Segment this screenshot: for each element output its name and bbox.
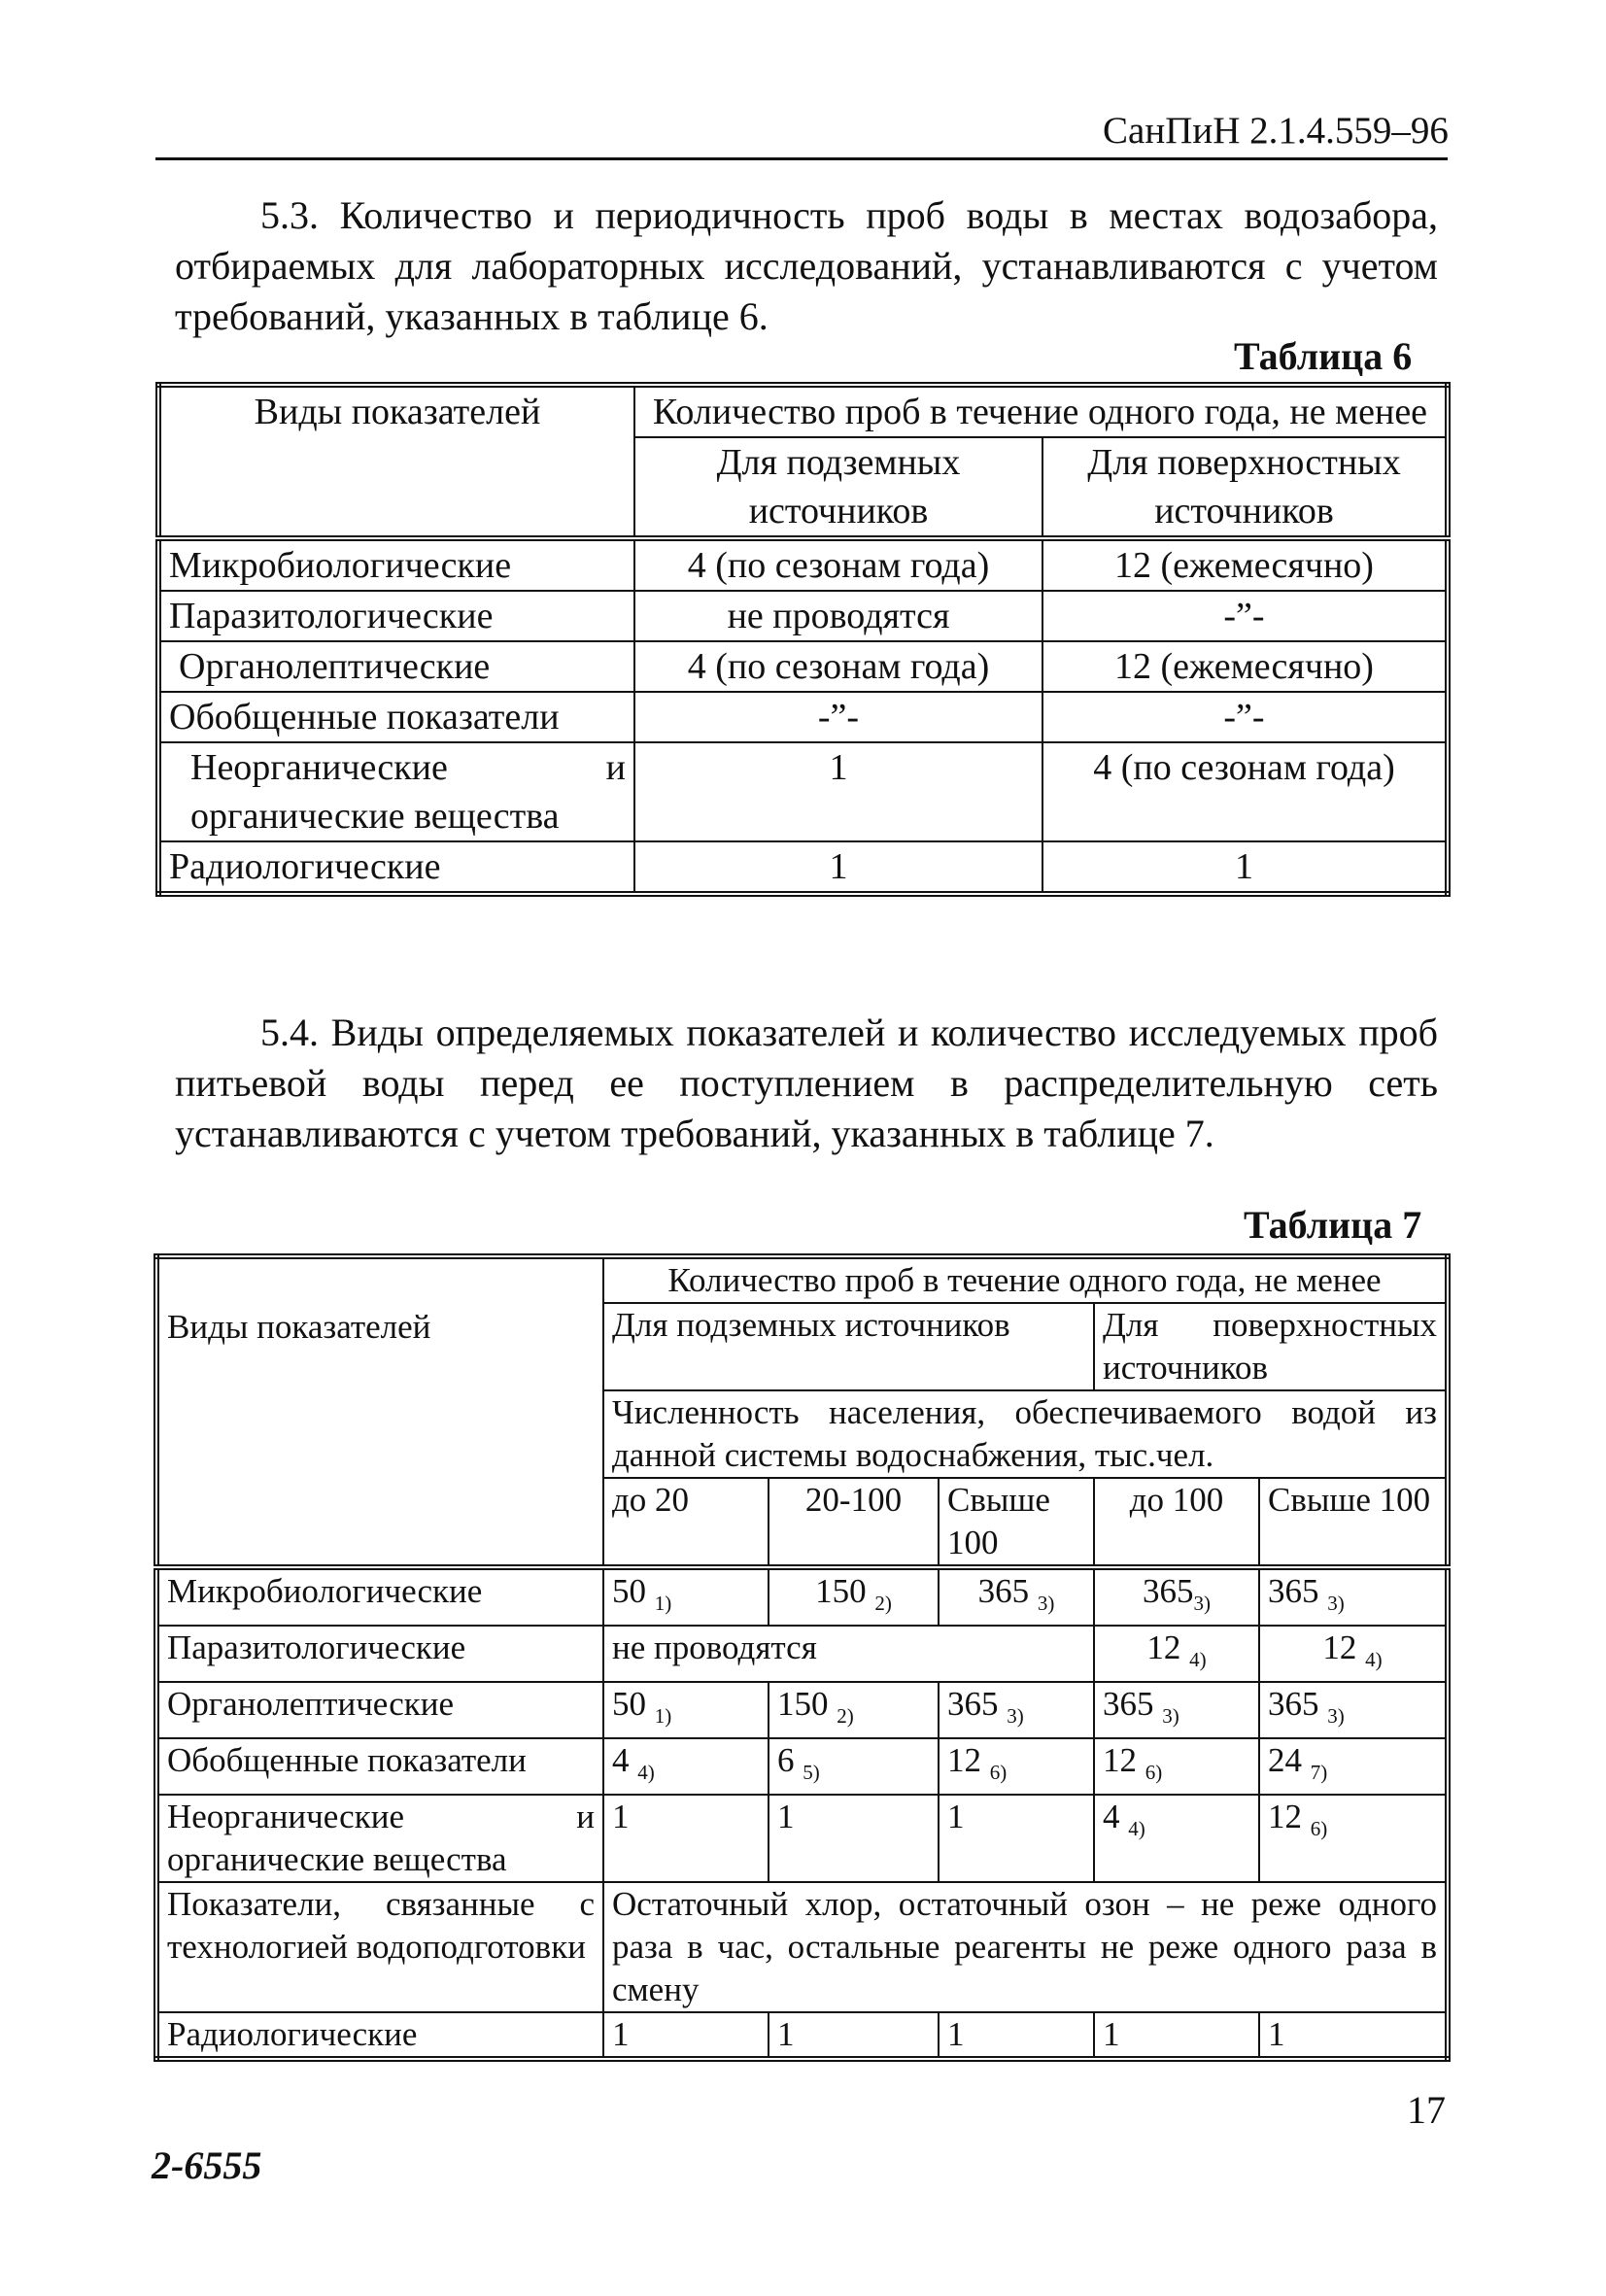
t7-header-ground: Для подземных источников	[603, 1303, 1094, 1390]
header-rule	[155, 157, 1448, 160]
table7-caption: Таблица 7	[1244, 1203, 1422, 1247]
t7-row-organo-c3: 365 $_{3)}$	[939, 1682, 1094, 1738]
t7-row-micro-c4: $365_{3)}$	[1094, 1567, 1259, 1626]
t7-row-tech-type: Показатели, связанные с технологией водоподготовки	[156, 1882, 603, 2012]
t7-header-count: Количество проб в течение одного года, не менее	[603, 1256, 1448, 1303]
t6-row5-ground: 1	[634, 742, 1042, 841]
table-6	[155, 382, 1451, 897]
t7-sub-2: 20-100	[769, 1478, 939, 1567]
table-7	[154, 1253, 1451, 2062]
t6-row4-ground: -”-	[634, 692, 1042, 742]
t7-row-radio-c2: 1	[769, 2012, 939, 2059]
t7-row-organo-c1: 50 $_{1)}$	[603, 1682, 769, 1738]
t7-header-type: Виды показателей	[156, 1256, 603, 1567]
t7-sub-1: до 20	[603, 1478, 769, 1567]
t6-header-surface: Для поверхностных источников	[1042, 437, 1448, 538]
t7-sub-3: Свыше 100	[939, 1478, 1094, 1567]
t7-row-organo-c5: 365 $_{3)}$	[1259, 1682, 1448, 1738]
page-number: 17	[1407, 2088, 1446, 2132]
t7-row-micro-c5: 365 $_{3)}$	[1259, 1567, 1448, 1626]
t7-row-parasit-type: Паразитологические	[156, 1626, 603, 1682]
t7-row-general-c4: 12 $_{6)}$	[1094, 1738, 1259, 1795]
t6-row1-surface: 12 (ежемесячно)	[1042, 538, 1448, 591]
print-code: 2-6555	[152, 2143, 262, 2187]
t7-row-micro-c3: 365 $_{3)}$	[939, 1567, 1094, 1626]
t6-row6-type: Радиологические	[158, 841, 634, 894]
t7-row-micro-c1: 50 $_{1)}$	[603, 1567, 769, 1626]
t7-row-radio-c4: 1	[1094, 2012, 1259, 2059]
t7-row-parasit-ground: не проводятся	[603, 1626, 1094, 1682]
t7-row-inorg-c1: 1	[603, 1795, 769, 1882]
document-header: СанПиН 2.1.4.559–96	[1103, 110, 1449, 152]
t6-row6-ground: 1	[634, 841, 1042, 894]
paragraph-5-3	[175, 190, 1438, 342]
t7-sub-4: до 100	[1094, 1478, 1259, 1567]
t7-row-inorg-c2: 1	[769, 1795, 939, 1882]
t7-row-micro-type: Микробиологические	[156, 1567, 603, 1626]
t6-row3-surface: 12 (ежемесячно)	[1042, 641, 1448, 692]
t7-row-parasit-c4: 12 $_{4)}$	[1094, 1626, 1259, 1682]
t7-row-inorg-c4: 4 $_{4)}$	[1094, 1795, 1259, 1882]
t7-row-organo-c4: 365 $_{3)}$	[1094, 1682, 1259, 1738]
t6-header-ground: Для подземных источников	[634, 437, 1042, 538]
table6-caption: Таблица 6	[1234, 334, 1413, 378]
t7-row-micro-c2: 150 $_{2)}$	[769, 1567, 939, 1626]
t6-row2-type: Паразитологические	[158, 591, 634, 641]
t7-row-general-c2: 6 $_{5)}$	[769, 1738, 939, 1795]
t6-row1-type: Микробиологические	[158, 538, 634, 591]
t6-row6-surface: 1	[1042, 841, 1448, 894]
paragraph-5-3-text: 5.3. Количество и периодичность проб воды в местах водозабора, отбираемых для лабораторных исследований, устанавливаются с учетом требований, указанных в таблице 6.	[175, 193, 1438, 338]
t6-row4-surface: -”-	[1042, 692, 1448, 742]
paragraph-5-4	[175, 1008, 1438, 1159]
t6-header-type: Виды показателей	[158, 385, 634, 538]
t7-row-radio-c5: 1	[1259, 2012, 1448, 2059]
t6-row3-ground: 4 (по сезонам года)	[634, 641, 1042, 692]
t7-row-radio-type: Радиологические	[156, 2012, 603, 2059]
t7-row-general-c5: 24 $_{7)}$	[1259, 1738, 1448, 1795]
t7-row-general-c1: 4 $_{4)}$	[603, 1738, 769, 1795]
t7-sub-5: Свыше 100	[1259, 1478, 1448, 1567]
t7-row-radio-c3: 1	[939, 2012, 1094, 2059]
t6-row1-ground: 4 (по сезонам года)	[634, 538, 1042, 591]
t7-row-organo-type: Органолептические	[156, 1682, 603, 1738]
t7-row-parasit-c5: 12 $_{4)}$	[1259, 1626, 1448, 1682]
t7-row-inorg-c3: 1	[939, 1795, 1094, 1882]
t7-row-tech-text: Остаточный хлор, остаточный озон – не реже одного раза в час, остальные реагенты не реже одного раза в смену	[603, 1882, 1448, 2012]
t6-row4-type: Обобщенные показатели	[158, 692, 634, 742]
t7-row-general-c3: 12 $_{6)}$	[939, 1738, 1094, 1795]
t7-row-organo-c2: 150 $_{2)}$	[769, 1682, 939, 1738]
t6-row2-ground: не проводятся	[634, 591, 1042, 641]
paragraph-5-4-text: 5.4. Виды определяемых показателей и количество исследуемых проб питьевой воды перед ее поступлением в распределительную сеть устанавливаются с учетом требований, указанных в таблице 7.	[175, 1011, 1438, 1155]
t7-row-inorg-type: Неорганические и органические вещества	[156, 1795, 603, 1882]
t6-row2-surface: -”-	[1042, 591, 1448, 641]
t6-row5-type: Неорганические и органические вещества	[158, 742, 634, 841]
t7-header-surface: Для поверхностных источников	[1094, 1303, 1448, 1390]
t7-row-inorg-c5: 12 $_{6)}$	[1259, 1795, 1448, 1882]
t6-row3-type: Органолептические	[158, 641, 634, 692]
t7-header-population: Численность населения, обеспечиваемого водой из данной системы водоснабжения, тыс.чел.	[603, 1390, 1448, 1478]
t6-header-count: Количество проб в течение одного года, не менее	[634, 385, 1448, 437]
t7-row-general-type: Обобщенные показатели	[156, 1738, 603, 1795]
t6-row5-surface: 4 (по сезонам года)	[1042, 742, 1448, 841]
t7-row-radio-c1: 1	[603, 2012, 769, 2059]
